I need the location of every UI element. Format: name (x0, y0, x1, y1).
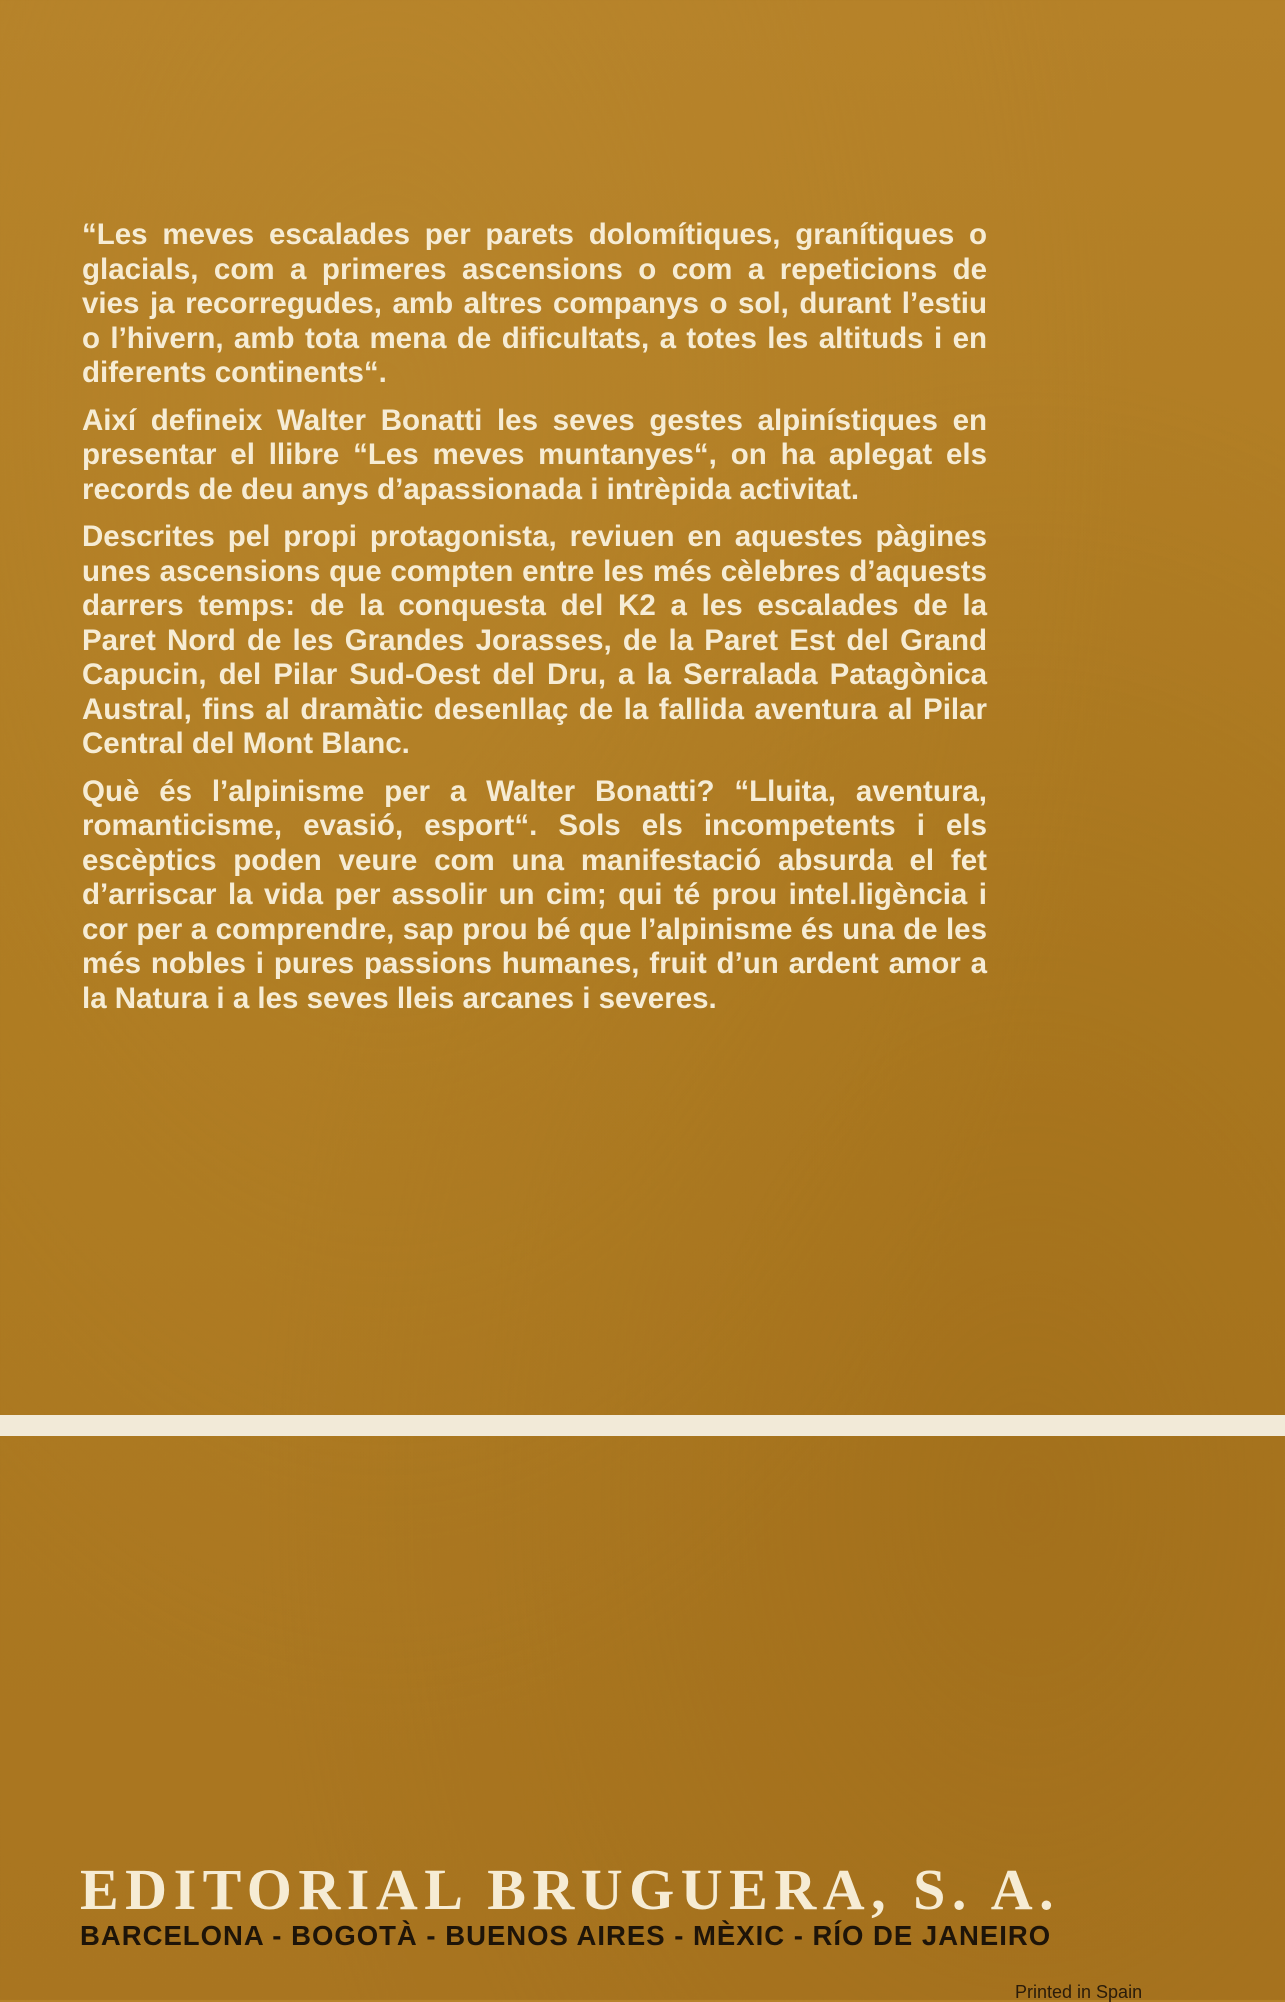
blurb-text (82, 218, 987, 1029)
divider-band (0, 1415, 1285, 1436)
blurb-paragraph-2: Així defineix Walter Bonatti les seves gestes alpinístiques en presentar el llibre “Les meves muntanyes“, on ha aplegat els records de deu anys d’apassionada i intrèpida activitat. (82, 403, 987, 506)
blurb-paragraph-3: Descrites pel propi protagonista, reviuen en aquestes pàgines unes ascensions que compten entre les més cèlebres d’aquests darrers temps: de la conquesta del K2 a les escalades de la Paret Nord de les Grandes Jorasses, de la Paret Est del Grand Capucin, del Pilar Sud-Oest del Dru, a la Serralada Patagònica Austral, fins al dramàtic desenllaç de la fallida aventura al Pilar Central del Mont Blanc. (82, 520, 987, 760)
printed-in-spain: Printed in Spain (1015, 1982, 1143, 2002)
blurb-paragraph-1: “Les meves escalades per parets dolomítiques, granítiques o glacials, com a primeres ascensions o com a repeticions de vies ja recorregudes, amb altres companys o sol, durant l’estiu o l’hivern, amb tota mena de dificultats, a totes les altituds i en diferents continents“. (82, 218, 987, 389)
publisher-cities: BARCELONA - BOGOTÀ - BUENOS AIRES - MÈXIC - RÍO DE JANEIRO (80, 1920, 1052, 1951)
publisher-name: EDITORIAL BRUGUERA, S. A. (80, 1857, 1061, 1922)
blurb-paragraph-4: Què és l’alpinisme per a Walter Bonatti? “Lluita, aventura, romanticisme, evasió, esport“. Sols els incompetents i els escèptics poden veure com una manifestació absurda el fet d’arriscar la vida per assolir un cim; qui té prou intel.ligència i cor per a comprendre, sap prou bé que l’alpinisme és una de les més nobles i pures passions humanes, fruit d’un ardent amor a la Natura i a les seves lleis arcanes i severes. (82, 774, 987, 1015)
